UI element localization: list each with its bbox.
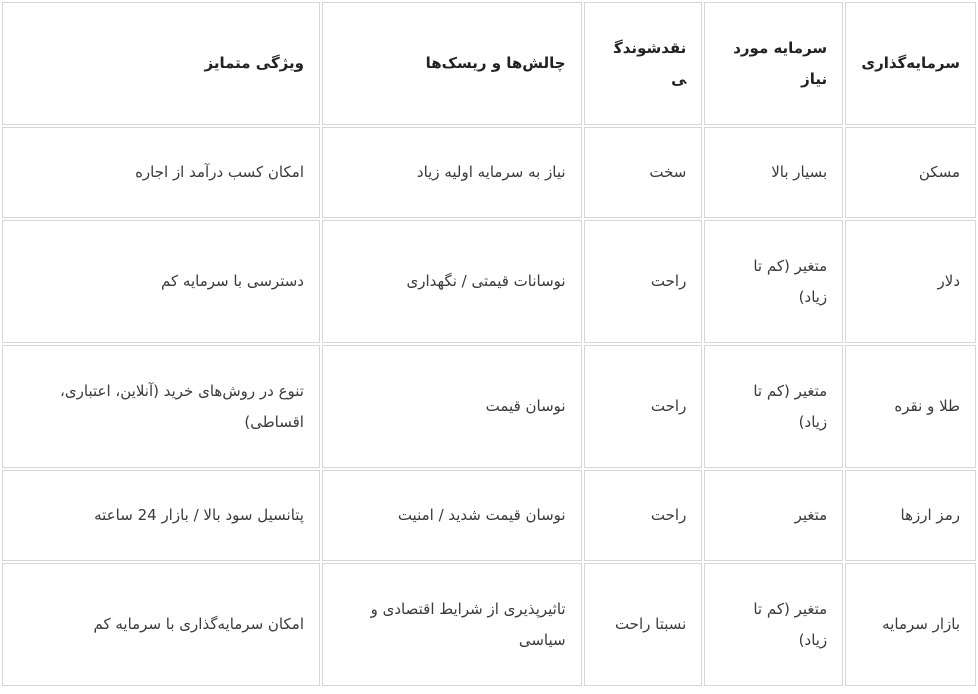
cell-challenges-risks: تاثیرپذیری از شرایط اقتصادی و سیاسی <box>322 563 582 686</box>
table-row <box>2 345 976 468</box>
header-challenges-risks: چالش‌ها و ریسک‌ها <box>322 2 582 125</box>
cell-investment: رمز ارزها <box>845 470 976 561</box>
header-required-capital: سرمایه مورد نیاز <box>704 2 843 125</box>
cell-distinct-feature: دسترسی با سرمایه کم <box>2 220 320 343</box>
cell-required-capital: متغیر (کم تا زیاد) <box>704 220 843 343</box>
cell-liquidity: سخت <box>584 127 703 218</box>
header-liquidity: نقدشوندگی <box>584 2 703 125</box>
cell-investment: طلا و نقره <box>845 345 976 468</box>
cell-investment: بازار سرمایه <box>845 563 976 686</box>
cell-required-capital: متغیر <box>704 470 843 561</box>
cell-investment: دلار <box>845 220 976 343</box>
cell-distinct-feature: تنوع در روش‌های خرید (آنلاین، اعتباری، اقساطی) <box>2 345 320 468</box>
table-row <box>2 220 976 343</box>
cell-required-capital: بسیار بالا <box>704 127 843 218</box>
cell-liquidity: راحت <box>584 470 703 561</box>
cell-liquidity: نسبتا راحت <box>584 563 703 686</box>
table-header-row <box>2 2 976 125</box>
cell-required-capital: متغیر (کم تا زیاد) <box>704 345 843 468</box>
header-distinct-feature: ویژگی متمایز <box>2 2 320 125</box>
cell-distinct-feature: امکان سرمایه‌گذاری با سرمایه کم <box>2 563 320 686</box>
table-row <box>2 563 976 686</box>
cell-distinct-feature: امکان کسب درآمد از اجاره <box>2 127 320 218</box>
cell-investment: مسکن <box>845 127 976 218</box>
header-investment: سرمایه‌گذاری <box>845 2 976 125</box>
cell-challenges-risks: نوسان قیمت شدید / امنیت <box>322 470 582 561</box>
cell-challenges-risks: نیاز به سرمایه اولیه زیاد <box>322 127 582 218</box>
cell-required-capital: متغیر (کم تا زیاد) <box>704 563 843 686</box>
cell-distinct-feature: پتانسیل سود بالا / بازار 24 ساعته <box>2 470 320 561</box>
table-row <box>2 127 976 218</box>
cell-challenges-risks: نوسان قیمت <box>322 345 582 468</box>
table-row <box>2 470 976 561</box>
cell-liquidity: راحت <box>584 220 703 343</box>
cell-challenges-risks: نوسانات قیمتی / نگهداری <box>322 220 582 343</box>
cell-liquidity: راحت <box>584 345 703 468</box>
